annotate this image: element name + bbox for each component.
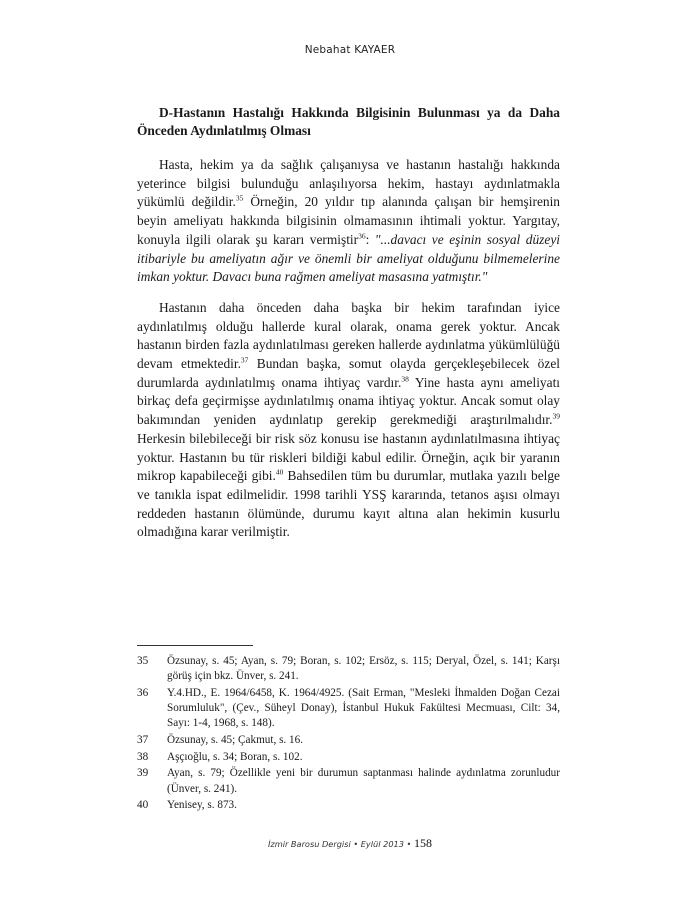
footnote-ref-39: 39 bbox=[552, 411, 560, 421]
court-quote: "...davacı ve eşinin sosyal düzeyi itibariyle bu ameliyatın ağır ve önemli bir ameliyat olduğunu bilmemelerine imkan yoktur. Davacı buna rağmen ameliyat masasına yatmıştır." bbox=[137, 231, 560, 285]
footnote-text: Özsunay, s. 45; Çakmut, s. 16. bbox=[167, 734, 304, 747]
footnote-item bbox=[137, 654, 560, 684]
footnote-item bbox=[137, 686, 560, 732]
footnote-item bbox=[137, 798, 560, 813]
paragraph-1-text-c: : bbox=[365, 231, 375, 247]
paragraph-1-text-a: Hasta, hekim ya da sağlık çalışanıysa ve hastanın hastalığı hakkında yeterince bilgisi bulunduğu anlaşılıyorsa hekim, hastayı aydınlatmakla yükümlü değildir. bbox=[137, 157, 560, 210]
paragraph-2 bbox=[137, 299, 560, 542]
footnote-divider bbox=[137, 645, 253, 646]
footnote-item bbox=[137, 733, 560, 748]
footnote-text: Aşçıoğlu, s. 34; Boran, s. 102. bbox=[167, 750, 303, 763]
footnote-number: 37 bbox=[137, 734, 149, 747]
footnote-number: 40 bbox=[137, 799, 149, 812]
paragraph-1-text-b: Örneğin, 20 yıldır tıp alanında çalışan bir hemşirenin beyin ameliyatı hakkında bilgisinin olmamasının ihtimali yoktur. Yargıtay, konuyla ilgili olarak şu kararı vermiştir bbox=[137, 194, 560, 247]
page-number: 158 bbox=[413, 836, 432, 850]
footnote-ref-38: 38 bbox=[401, 374, 409, 384]
paragraph-2-text-a: Hastanın daha önceden daha başka bir hekim tarafından iyice aydınlatılmış olduğu hallerde kural olarak, onama gerek yoktur. Ancak hastanın birden fazla aydınlatılması gereken hallerde aydınlatma yükümlülüğü devam etmektedir. bbox=[137, 299, 560, 372]
footnote-number: 35 bbox=[137, 655, 149, 667]
paragraph-2-text-e: Bahsedilen tüm bu durumlar, mutlaka yazılı belge ve tanıkla ispat edilmelidir. 1998 tarihli YSŞ kararında, tetanos aşısı olmayı reddeden hastanın ölümünde, durumu kayıt altına alan hekimin kusurlu olmadığına karar verilmiştir. bbox=[137, 468, 560, 540]
footnote-item bbox=[137, 766, 560, 796]
paragraph-2-text-d: Herkesin bilebileceği bir risk söz konusu ise hastanın aydınlatılmasına ihtiyaç yoktur. Hastanın bu tür riskleri bildiği kabul edilir. Örneğin, açık bir yaranın mikrop kapabileceği gibi. bbox=[137, 430, 560, 484]
paragraph-1 bbox=[137, 156, 560, 287]
footnote-text: Ayan, s. 79; Özellikle yeni bir durumun saptanması halinde aydınlatma zorunludur (Ünver, s. 241). bbox=[167, 767, 560, 795]
paragraph-2-text-b: Bundan başka, somut olayda gerçekleşebilecek özel durumlarda aydınlatılmış onama ihtiyaç vardır. bbox=[137, 356, 560, 390]
journal-name: İzmir Barosu Dergisi • Eylül 2013 • bbox=[268, 839, 414, 849]
footnote-ref-35: 35 bbox=[235, 193, 244, 203]
footnote-text: Y.4.HD., E. 1964/6458, K. 1964/4925. (Sait Erman, "Mesleki İhmalden Doğan Cezai Sorumluluk", (Çev., Süheyl Donay), İstanbul Hukuk Fakültesi Mecmuası, Cilt: 34, Sayı: 1-4, 1968, s. 148). bbox=[167, 686, 560, 730]
main-content bbox=[137, 104, 560, 542]
footnote-text: Yenisey, s. 873. bbox=[167, 799, 237, 812]
footnote-ref-36: 36 bbox=[358, 231, 366, 241]
footnote-ref-40: 40 bbox=[275, 467, 284, 477]
footnote-number: 36 bbox=[137, 686, 149, 699]
page-footer bbox=[0, 836, 700, 851]
footnote-text: Özsunay, s. 45; Ayan, s. 79; Boran, s. 102; Ersöz, s. 115; Deryal, Özel, s. 141; Karşı görüş için bkz. Ünver, s. 241. bbox=[167, 655, 560, 683]
running-header-author: Nebahat KAYAER bbox=[304, 44, 396, 56]
footnote-number: 39 bbox=[137, 767, 149, 780]
paragraph-2-text-c: Yine hasta aynı ameliyatı birkaç defa geçirmişse aydınlatılmış onama ihtiyaç yoktur. Ancak somut olay bakımından yeniden aydınlatıp gerekip gerekmediği araştırılmalıdır. bbox=[137, 374, 561, 428]
footnote-ref-37: 37 bbox=[240, 355, 249, 365]
footnote-number: 38 bbox=[137, 750, 149, 763]
footnotes-list bbox=[137, 654, 560, 815]
section-heading: D-Hastanın Hastalığı Hakkında Bilgisinin Bulunması ya da Daha Önceden Aydınlatılmış Olması bbox=[137, 105, 560, 138]
footnote-item bbox=[137, 750, 560, 765]
